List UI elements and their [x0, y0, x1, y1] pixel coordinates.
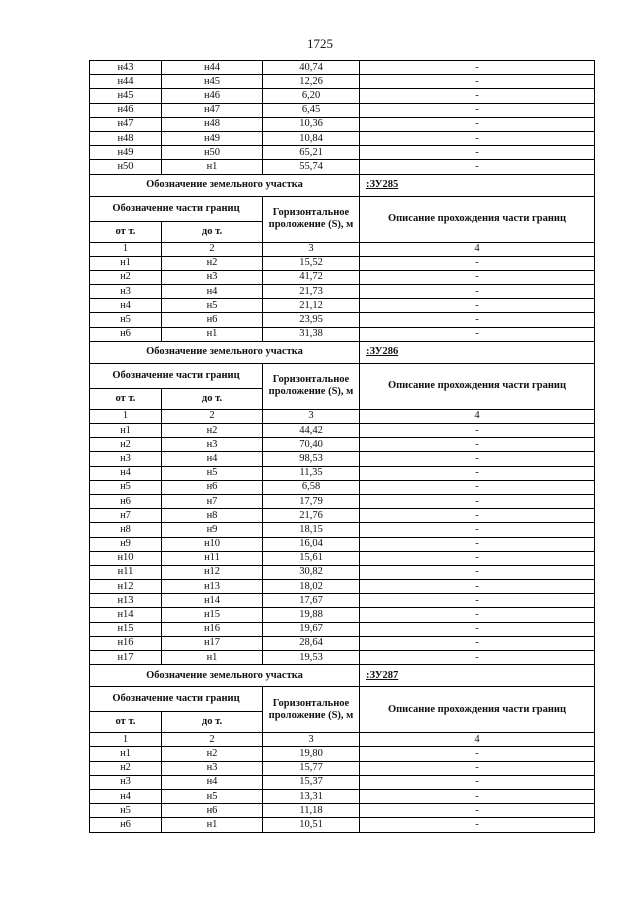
description-cell: -: [360, 313, 595, 327]
point-to-cell: н5: [162, 789, 263, 803]
parcel-designation-label: Обозначение земельного участка: [90, 665, 360, 687]
table-row: [90, 608, 595, 622]
description-cell: -: [360, 61, 595, 75]
column-number-cell: 4: [360, 242, 595, 256]
description-cell: -: [360, 103, 595, 117]
distance-cell: 19,80: [263, 747, 360, 761]
point-from-cell: н1: [90, 424, 162, 438]
description-cell: -: [360, 270, 595, 284]
description-cell: -: [360, 580, 595, 594]
table-row: [90, 452, 595, 466]
point-from-cell: н48: [90, 131, 162, 145]
column-number-cell: 3: [263, 242, 360, 256]
table-row: [90, 818, 595, 832]
page-number: 1725: [307, 36, 333, 51]
description-cell: -: [360, 75, 595, 89]
distance-cell: 12,26: [263, 75, 360, 89]
point-to-cell: н14: [162, 594, 263, 608]
table-row: [90, 551, 595, 565]
point-from-cell: н46: [90, 103, 162, 117]
description-cell: -: [360, 452, 595, 466]
point-to-cell: н4: [162, 452, 263, 466]
point-from-cell: н15: [90, 622, 162, 636]
distance-cell: 41,72: [263, 270, 360, 284]
point-from-cell: н9: [90, 537, 162, 551]
table-row: [90, 424, 595, 438]
part-designation-header: Обозначение части границ: [90, 687, 263, 712]
point-from-cell: н44: [90, 75, 162, 89]
description-cell: -: [360, 761, 595, 775]
point-to-cell: н16: [162, 622, 263, 636]
description-cell: -: [360, 804, 595, 818]
point-to-cell: н5: [162, 299, 263, 313]
distance-cell: 10,51: [263, 818, 360, 832]
point-from-cell: н1: [90, 747, 162, 761]
column-number-cell: 1: [90, 242, 162, 256]
boundary-table-sheet: [89, 60, 594, 833]
table-row: [90, 747, 595, 761]
point-from-cell: н43: [90, 61, 162, 75]
table-row: [90, 565, 595, 579]
point-from-cell: н12: [90, 580, 162, 594]
description-header: Описание прохождения части границ: [360, 687, 595, 733]
description-cell: -: [360, 523, 595, 537]
column-number-cell: 2: [162, 409, 263, 423]
column-number-cell: 3: [263, 409, 360, 423]
to-point-header: до т.: [162, 388, 263, 409]
distance-cell: 18,02: [263, 580, 360, 594]
column-number-cell: 2: [162, 733, 263, 747]
description-cell: -: [360, 131, 595, 145]
column-number-cell: 1: [90, 733, 162, 747]
point-from-cell: н5: [90, 313, 162, 327]
point-from-cell: н5: [90, 804, 162, 818]
point-from-cell: н4: [90, 299, 162, 313]
part-designation-header: Обозначение части границ: [90, 196, 263, 221]
distance-cell: 16,04: [263, 537, 360, 551]
description-cell: -: [360, 551, 595, 565]
distance-cell: 15,37: [263, 775, 360, 789]
from-point-header: от т.: [90, 712, 162, 733]
part-designation-header: Обозначение части границ: [90, 363, 263, 388]
to-point-header: до т.: [162, 712, 263, 733]
description-cell: -: [360, 594, 595, 608]
from-point-header: от т.: [90, 221, 162, 242]
distance-cell: 10,36: [263, 117, 360, 131]
point-to-cell: н6: [162, 804, 263, 818]
distance-cell: 55,74: [263, 160, 360, 174]
table-row: [90, 775, 595, 789]
table-row: [90, 131, 595, 145]
point-from-cell: н7: [90, 509, 162, 523]
point-to-cell: н3: [162, 438, 263, 452]
point-to-cell: н8: [162, 509, 263, 523]
table-row: [90, 160, 595, 174]
column-number-cell: 4: [360, 409, 595, 423]
distance-cell: 30,82: [263, 565, 360, 579]
distance-cell: 28,64: [263, 636, 360, 650]
description-cell: -: [360, 89, 595, 103]
point-from-cell: н6: [90, 327, 162, 341]
column-header-row: [90, 687, 595, 712]
point-from-cell: н8: [90, 523, 162, 537]
description-cell: -: [360, 608, 595, 622]
distance-cell: 21,73: [263, 285, 360, 299]
point-to-cell: н3: [162, 761, 263, 775]
point-to-cell: н12: [162, 565, 263, 579]
boundary-table-body: [90, 61, 595, 833]
table-row: [90, 146, 595, 160]
distance-cell: 6,45: [263, 103, 360, 117]
table-row: [90, 636, 595, 650]
column-number-cell: 1: [90, 409, 162, 423]
column-number-row: [90, 242, 595, 256]
table-row: [90, 103, 595, 117]
point-to-cell: н50: [162, 146, 263, 160]
point-to-cell: н6: [162, 480, 263, 494]
description-cell: -: [360, 651, 595, 665]
point-to-cell: н2: [162, 256, 263, 270]
table-row: [90, 622, 595, 636]
description-cell: -: [360, 509, 595, 523]
table-row: [90, 466, 595, 480]
point-to-cell: н47: [162, 103, 263, 117]
description-header: Описание прохождения части границ: [360, 363, 595, 409]
description-cell: -: [360, 480, 595, 494]
point-from-cell: н11: [90, 565, 162, 579]
point-to-cell: н2: [162, 424, 263, 438]
table-row: [90, 270, 595, 284]
point-to-cell: н17: [162, 636, 263, 650]
description-cell: -: [360, 299, 595, 313]
description-cell: -: [360, 775, 595, 789]
point-to-cell: н7: [162, 494, 263, 508]
description-cell: -: [360, 117, 595, 131]
distance-cell: 70,40: [263, 438, 360, 452]
table-row: [90, 594, 595, 608]
point-to-cell: н2: [162, 747, 263, 761]
point-from-cell: н45: [90, 89, 162, 103]
point-from-cell: н3: [90, 285, 162, 299]
point-to-cell: н1: [162, 651, 263, 665]
description-cell: -: [360, 160, 595, 174]
table-row: [90, 494, 595, 508]
table-row: [90, 61, 595, 75]
point-to-cell: н46: [162, 89, 263, 103]
description-cell: -: [360, 466, 595, 480]
point-from-cell: н2: [90, 761, 162, 775]
distance-cell: 11,35: [263, 466, 360, 480]
description-cell: -: [360, 565, 595, 579]
to-point-header: до т.: [162, 221, 263, 242]
point-from-cell: н3: [90, 775, 162, 789]
description-cell: -: [360, 789, 595, 803]
table-row: [90, 299, 595, 313]
description-cell: -: [360, 818, 595, 832]
horizontal-projection-header: Горизонтальное проложение (S), м: [263, 687, 360, 733]
distance-cell: 44,42: [263, 424, 360, 438]
parcel-header-row: [90, 665, 595, 687]
parcel-designation-label: Обозначение земельного участка: [90, 341, 360, 363]
table-row: [90, 580, 595, 594]
from-point-header: от т.: [90, 388, 162, 409]
point-to-cell: н15: [162, 608, 263, 622]
parcel-code: :ЗУ285: [360, 174, 595, 196]
point-to-cell: н9: [162, 523, 263, 537]
column-number-cell: 2: [162, 242, 263, 256]
table-row: [90, 256, 595, 270]
table-row: [90, 509, 595, 523]
distance-cell: 98,53: [263, 452, 360, 466]
table-row: [90, 117, 595, 131]
column-number-row: [90, 409, 595, 423]
distance-cell: 10,84: [263, 131, 360, 145]
point-from-cell: н2: [90, 270, 162, 284]
table-row: [90, 537, 595, 551]
description-cell: -: [360, 424, 595, 438]
table-row: [90, 438, 595, 452]
point-from-cell: н4: [90, 789, 162, 803]
distance-cell: 21,12: [263, 299, 360, 313]
point-from-cell: н3: [90, 452, 162, 466]
distance-cell: 6,20: [263, 89, 360, 103]
point-to-cell: н1: [162, 160, 263, 174]
table-row: [90, 285, 595, 299]
distance-cell: 17,67: [263, 594, 360, 608]
parcel-header-row: [90, 174, 595, 196]
point-from-cell: н4: [90, 466, 162, 480]
table-row: [90, 804, 595, 818]
point-to-cell: н1: [162, 818, 263, 832]
parcel-designation-label: Обозначение земельного участка: [90, 174, 360, 196]
point-from-cell: н49: [90, 146, 162, 160]
description-cell: -: [360, 636, 595, 650]
column-number-cell: 3: [263, 733, 360, 747]
horizontal-projection-header: Горизонтальное проложение (S), м: [263, 196, 360, 242]
point-from-cell: н10: [90, 551, 162, 565]
distance-cell: 6,58: [263, 480, 360, 494]
description-cell: -: [360, 537, 595, 551]
point-to-cell: н4: [162, 285, 263, 299]
point-from-cell: н13: [90, 594, 162, 608]
parcel-header-row: [90, 341, 595, 363]
distance-cell: 19,53: [263, 651, 360, 665]
distance-cell: 11,18: [263, 804, 360, 818]
point-to-cell: н6: [162, 313, 263, 327]
parcel-code: :ЗУ286: [360, 341, 595, 363]
point-from-cell: н14: [90, 608, 162, 622]
description-cell: -: [360, 438, 595, 452]
point-from-cell: н47: [90, 117, 162, 131]
point-to-cell: н45: [162, 75, 263, 89]
distance-cell: 15,52: [263, 256, 360, 270]
distance-cell: 18,15: [263, 523, 360, 537]
description-cell: -: [360, 747, 595, 761]
point-from-cell: н6: [90, 494, 162, 508]
description-cell: -: [360, 622, 595, 636]
distance-cell: 19,88: [263, 608, 360, 622]
point-to-cell: н4: [162, 775, 263, 789]
point-from-cell: н17: [90, 651, 162, 665]
point-from-cell: н5: [90, 480, 162, 494]
description-cell: -: [360, 285, 595, 299]
table-row: [90, 89, 595, 103]
table-row: [90, 651, 595, 665]
point-to-cell: н13: [162, 580, 263, 594]
point-from-cell: н50: [90, 160, 162, 174]
description-cell: -: [360, 256, 595, 270]
table-row: [90, 327, 595, 341]
column-number-row: [90, 733, 595, 747]
distance-cell: 31,38: [263, 327, 360, 341]
point-from-cell: н6: [90, 818, 162, 832]
point-to-cell: н11: [162, 551, 263, 565]
point-from-cell: н2: [90, 438, 162, 452]
horizontal-projection-header: Горизонтальное проложение (S), м: [263, 363, 360, 409]
distance-cell: 19,67: [263, 622, 360, 636]
distance-cell: 23,95: [263, 313, 360, 327]
table-row: [90, 313, 595, 327]
table-row: [90, 789, 595, 803]
distance-cell: 15,77: [263, 761, 360, 775]
table-row: [90, 523, 595, 537]
description-cell: -: [360, 494, 595, 508]
column-header-row: [90, 196, 595, 221]
description-header: Описание прохождения части границ: [360, 196, 595, 242]
distance-cell: 15,61: [263, 551, 360, 565]
point-to-cell: н1: [162, 327, 263, 341]
distance-cell: 17,79: [263, 494, 360, 508]
table-row: [90, 761, 595, 775]
boundary-table: [89, 60, 595, 833]
point-to-cell: н49: [162, 131, 263, 145]
parcel-code: :ЗУ287: [360, 665, 595, 687]
point-to-cell: н48: [162, 117, 263, 131]
column-number-cell: 4: [360, 733, 595, 747]
column-header-row: [90, 363, 595, 388]
description-cell: -: [360, 146, 595, 160]
table-row: [90, 75, 595, 89]
point-from-cell: н1: [90, 256, 162, 270]
point-to-cell: н44: [162, 61, 263, 75]
distance-cell: 13,31: [263, 789, 360, 803]
distance-cell: 40,74: [263, 61, 360, 75]
table-row: [90, 480, 595, 494]
description-cell: -: [360, 327, 595, 341]
point-to-cell: н10: [162, 537, 263, 551]
point-from-cell: н16: [90, 636, 162, 650]
point-to-cell: н3: [162, 270, 263, 284]
distance-cell: 65,21: [263, 146, 360, 160]
distance-cell: 21,76: [263, 509, 360, 523]
point-to-cell: н5: [162, 466, 263, 480]
